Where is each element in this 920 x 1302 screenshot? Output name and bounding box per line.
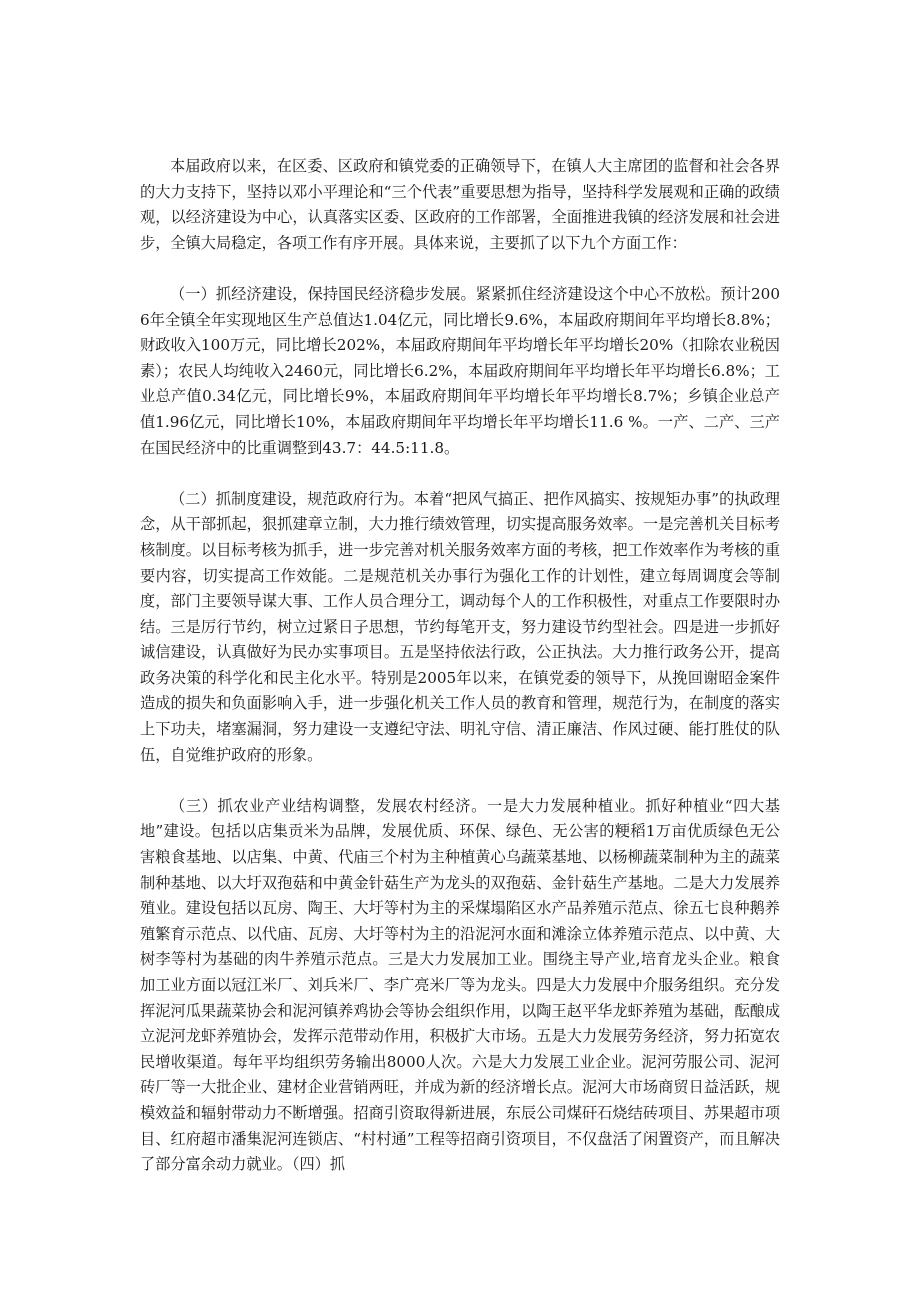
paragraph-gap: [140, 256, 780, 282]
section-2-paragraph: （二）抓制度建设，规范政府行为。本着“把风气搞正、把作风搞实、按规矩办事”的执政理念，从干部抓起，狠抓建章立制，大力推行绩效管理，切实提高服务效率。一是完善机关目标考核制度。以目标考核为抓手，进一步完善对机关服务效率方面的考核，把工作效率作为考核的重要内容，切实提高工作效能。二是规范机关办事行为强化工作的计划性，建立每周调度会等制度，部门主要领导谋大事、工作人员合理分工，调动每个人的工作积极性，对重点工作要限时办结。三是厉行节约，树立过紧日子思想，节约每笔开支，努力建设节约型社会。四是进一步抓好诚信建设，认真做好为民办实事项目。五是坚持依法行政，公正执法。大力推行政务公开，提高政务决策的科学化和民主化水平。特别是2005年以来，在镇党委的领导下，从挽回谢昭金案件造成的损失和负面影响入手，进一步强化机关工作人员的教育和管理，规范行为，在制度的落实上下功夫，堵塞漏洞，努力建设一支遵纪守法、明礼守信、清正廉洁、作风过硬、能打胜仗的队伍，自觉维护政府的形象。: [140, 489, 780, 764]
paragraph-gap: [140, 768, 780, 794]
document-page: [140, 154, 780, 1178]
intro-paragraph: 本届政府以来，在区委、区政府和镇党委的正确领导下，在镇人大主席团的监督和社会各界的大力支持下，坚持以邓小平理论和“三个代表”重要思想为指导，坚持科学发展观和正确的政绩观，以经济建设为中心，认真落实区委、区政府的工作部署，全面推进我镇的经济发展和社会进步，全镇大局稳定，各项工作有序开展。具体来说，主要抓了以下九个方面工作：: [140, 157, 780, 252]
paragraph-gap: [140, 461, 780, 487]
section-3-paragraph: （三）抓农业产业结构调整，发展农村经济。一是大力发展种植业。抓好种植业“四大基地”建设。包括以店集贡米为品牌，发展优质、环保、绿色、无公害的粳稻1万亩优质绿色无公害粮食基地、以店集、中黄、代庙三个村为主种植黄心乌蔬菜基地、以杨柳蔬菜制种为主的蔬菜制种基地、以大圩双孢菇和中黄金针菇生产为龙头的双孢菇、金针菇生产基地。二是大力发展养殖业。建设包括以瓦房、陶王、大圩等村为主的采煤塌陷区水产品养殖示范点、徐五七良种鹅养殖繁育示范点、以代庙、瓦房、大圩等村为主的沿泥河水面和滩涂立体养殖示范点、以中黄、大树李等村为基础的肉牛养殖示范点。三是大力发展加工业。围绕主导产业,培育龙头企业。粮食加工业方面以冠江米厂、刘兵米厂、李广亮米厂等为龙头。四是大力发展中介服务组织。充分发挥泥河瓜果蔬菜协会和泥河镇养鸡协会等协会组织作用，以陶王赵平华龙虾养殖为基础，酝酿成立泥河龙虾养殖协会，发挥示范带动作用，积极扩大市场。五是大力发展劳务经济，努力拓宽农民增收渠道。每年平均组织劳务输出8000人次。六是大力发展工业企业。泥河劳服公司、泥河砖厂等一大批企业、建材企业营销两旺，并成为新的经济增长点。泥河大市场商贸日益活跃，规模效益和辐射带动力不断增强。招商引资取得新进展，东辰公司煤矸石烧结砖项目、苏果超市项目、红府超市潘集泥河连锁店、“村村通”工程等招商引资项目，不仅盘活了闲置资产，而且解决了部分富余动力就业。（四）抓: [140, 796, 780, 1174]
section-1-paragraph: （一）抓经济建设，保持国民经济稳步发展。紧紧抓住经济建设这个中心不放松。预计2006年全镇全年实现地区生产总值达1.04亿元，同比增长9.6%，本届政府期间年平均增长8.8%；财政收入100万元，同比增长202%，本届政府期间年平均增长年平均增长20%（扣除农业税因素）；农民人均纯收入2460元，同比增长6.2%，本届政府期间年平均增长年平均增长6.8%；工业总产值0.34亿元，同比增长9%，本届政府期间年平均增长年平均增长8.7%；乡镇企业总产值1.96亿元，同比增长10%，本届政府期间年平均增长年平均增长11.6 %。一产、二产、三产在国民经济中的比重调整到43.7：44.5:11.8。: [140, 284, 780, 457]
